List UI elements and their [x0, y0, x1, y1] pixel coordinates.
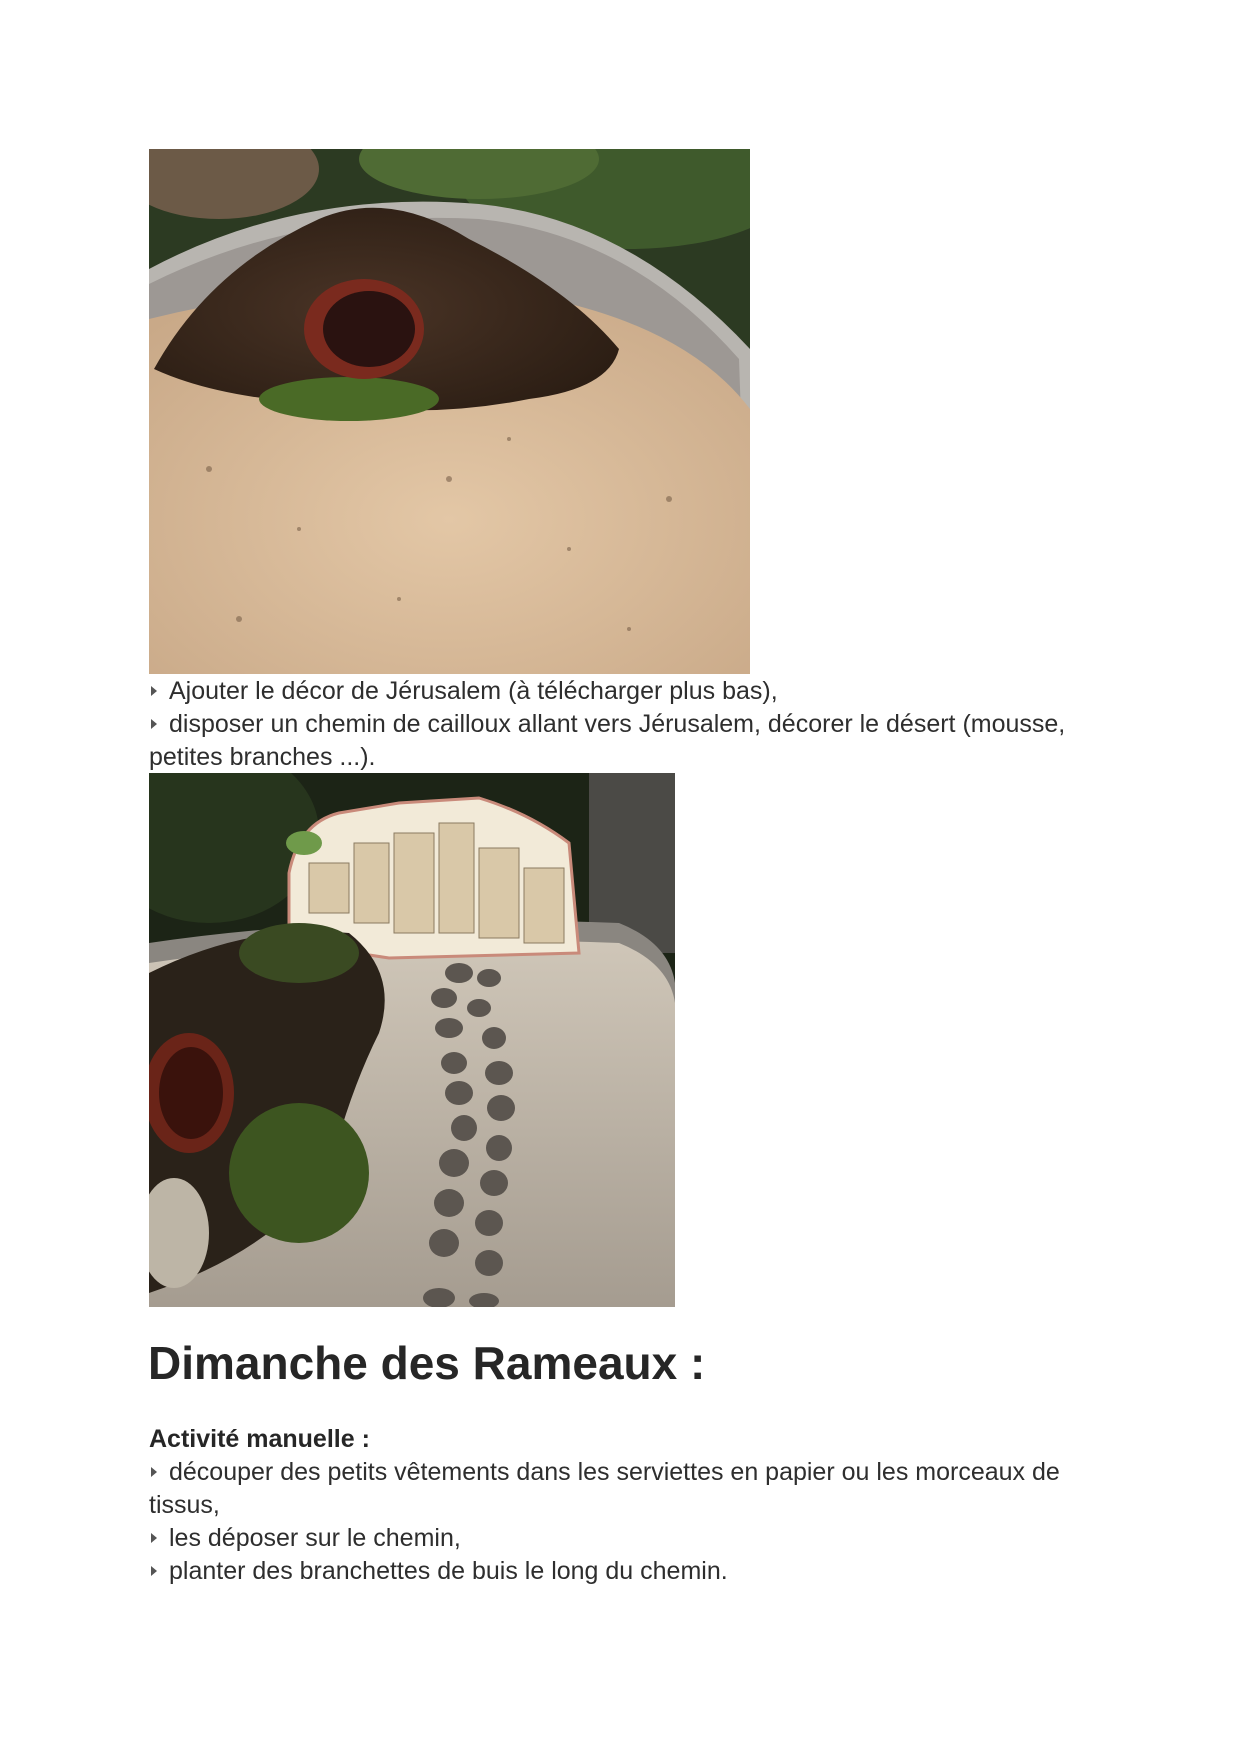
activity-instructions	[149, 1456, 1109, 1588]
activity-title: Activité manuelle :	[149, 1425, 370, 1453]
bullet-icon	[151, 1533, 157, 1543]
bullet-text: Ajouter le décor de Jérusalem (à télécharger plus bas),	[169, 677, 778, 705]
bullet-icon	[151, 719, 157, 729]
photo-jerusalem-path	[149, 773, 675, 1307]
bullet-icon	[151, 1467, 157, 1477]
bullet-text: disposer un chemin de cailloux allant vers Jérusalem, décorer le désert (mousse, petites branches ...).	[149, 710, 1066, 771]
bullet-text: planter des branchettes de buis le long du chemin.	[169, 1557, 728, 1585]
list-item	[149, 708, 1109, 774]
bullet-icon	[151, 686, 157, 696]
bullet-text: les déposer sur le chemin,	[169, 1524, 461, 1552]
bullet-icon	[151, 1566, 157, 1576]
list-item	[149, 1522, 1109, 1555]
list-item	[149, 1555, 1109, 1588]
photo-tomb-mound	[149, 149, 750, 674]
section-heading: Dimanche des Rameaux :	[148, 1337, 706, 1389]
list-item	[149, 1456, 1109, 1522]
list-item	[149, 675, 1109, 708]
instructions-decor	[149, 675, 1109, 774]
bullet-text: découper des petits vêtements dans les serviettes en papier ou les morceaux de tissus,	[149, 1458, 1060, 1519]
